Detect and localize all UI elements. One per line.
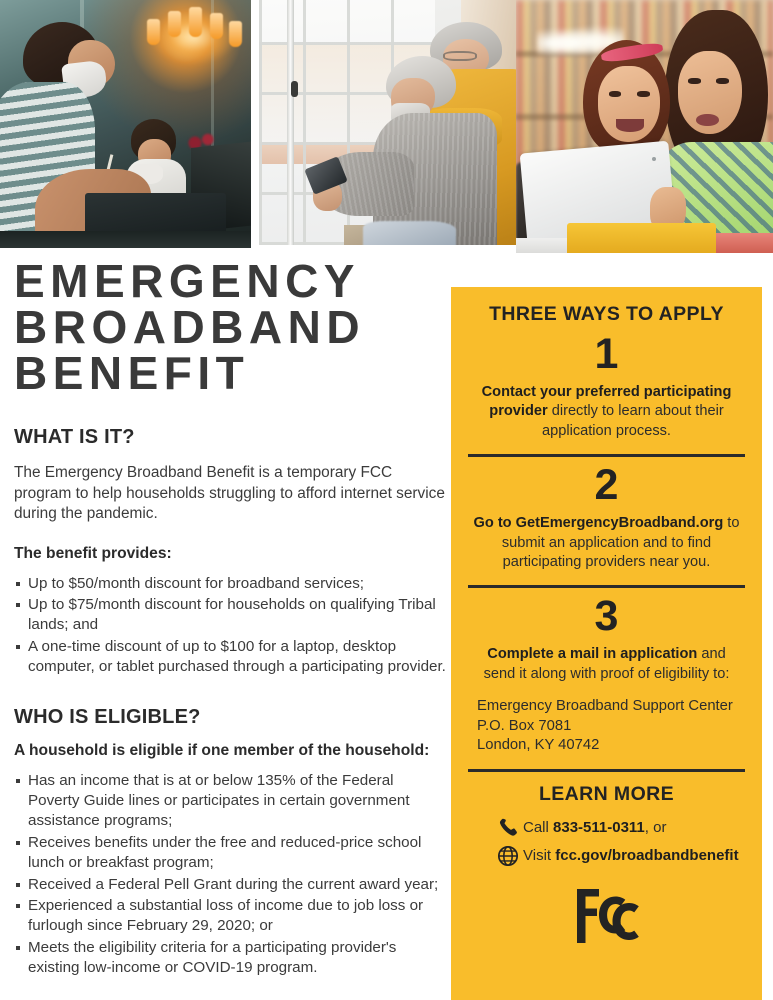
step-3-bold: Complete a mail in application — [487, 646, 698, 663]
step-2-number: 2 — [594, 461, 619, 510]
phone-prefix: Call — [523, 818, 554, 836]
phone-number: 833-511-0311 — [553, 818, 645, 836]
step-3-rest: and send it along with proof of eligibility to: — [483, 646, 730, 682]
list-item: Has an income that is at or below 135% of the Federal Poverty Guide lines or participates in certain government assistance programs; — [14, 771, 446, 832]
photo-strip — [0, 0, 773, 255]
list-item: Meets the eligibility criteria for a participating provider's existing low-income or COVID-19 program. — [14, 938, 446, 979]
step-3-number: 3 — [594, 592, 619, 641]
list-item: Received a Federal Pell Grant during the current award year; — [14, 875, 446, 895]
benefit-provides-subheading: The benefit provides: — [14, 544, 172, 562]
list-item: Up to $50/month discount for broadband services; — [14, 574, 446, 594]
step-1-text — [467, 383, 746, 441]
step-1-rest: directly to learn about their application process. — [542, 403, 724, 439]
website-row[interactable] — [493, 845, 746, 867]
step-2-rest: to submit an application and to find participating providers near you. — [501, 515, 740, 571]
list-item: A one-time discount of up to $100 for a laptop, desktop computer, or tablet purchased through a participating provider. — [14, 637, 446, 678]
benefit-provides-list — [14, 574, 446, 678]
apply-panel-title: THREE WAYS TO APPLY — [489, 303, 724, 325]
list-item: Receives benefits under the free and reduced-price school lunch or breakfast program; — [14, 833, 446, 874]
title-line-3: BENEFIT — [14, 347, 250, 399]
photo-senior-couple — [259, 0, 518, 245]
website-text — [523, 847, 739, 864]
title-line-1: EMERGENCY — [14, 255, 360, 307]
what-is-it-paragraph: The Emergency Broadband Benefit is a temporary FCC program to help households struggling to afford internet service during the pandemic. — [14, 464, 445, 522]
step-2-bold: Go to GetEmergencyBroadband.org — [473, 515, 724, 532]
three-ways-to-apply-panel — [451, 287, 762, 1000]
eligibility-list — [14, 771, 446, 979]
phone-icon — [493, 817, 523, 838]
learn-more-title: LEARN MORE — [538, 782, 675, 805]
contact-block — [467, 817, 746, 867]
address-line-1: Emergency Broadband Support Center — [477, 698, 733, 715]
panel-divider-2 — [468, 585, 745, 588]
photo-girls-with-tablet — [516, 0, 773, 253]
title-line-2: BROADBAND — [14, 301, 366, 353]
step-1-number: 1 — [594, 330, 619, 378]
list-item: Experienced a substantial loss of income due to job loss or furlough since February 29, 2020; or — [14, 896, 446, 937]
photo-father-and-child — [0, 0, 251, 248]
step-2-text — [467, 514, 746, 572]
main-content-column — [14, 252, 446, 980]
list-item: Up to $75/month discount for households on qualifying Tribal lands; and — [14, 595, 446, 636]
mailing-address — [467, 697, 746, 756]
who-is-eligible-heading: WHO IS ELIGIBLE? — [14, 705, 201, 728]
phone-row[interactable] — [493, 817, 746, 838]
globe-icon — [493, 845, 523, 867]
address-line-2: P.O. Box 7081 — [477, 717, 572, 734]
fcc-logo — [467, 885, 746, 947]
phone-suffix: , or — [644, 818, 667, 836]
visit-prefix: Visit — [523, 847, 556, 865]
page-title — [14, 252, 446, 399]
phone-text — [523, 819, 666, 836]
address-line-3: London, KY 40742 — [477, 737, 600, 754]
step-3-text — [467, 645, 746, 684]
panel-divider-1 — [468, 454, 745, 457]
eligibility-subheading: A household is eligible if one member of the household: — [14, 741, 430, 759]
step-1-bold: Contact your preferred participating provider — [481, 384, 732, 420]
website-url: fcc.gov/broadbandbenefit — [555, 847, 739, 865]
what-is-it-heading: WHAT IS IT? — [14, 426, 135, 448]
panel-divider-3 — [468, 769, 745, 772]
